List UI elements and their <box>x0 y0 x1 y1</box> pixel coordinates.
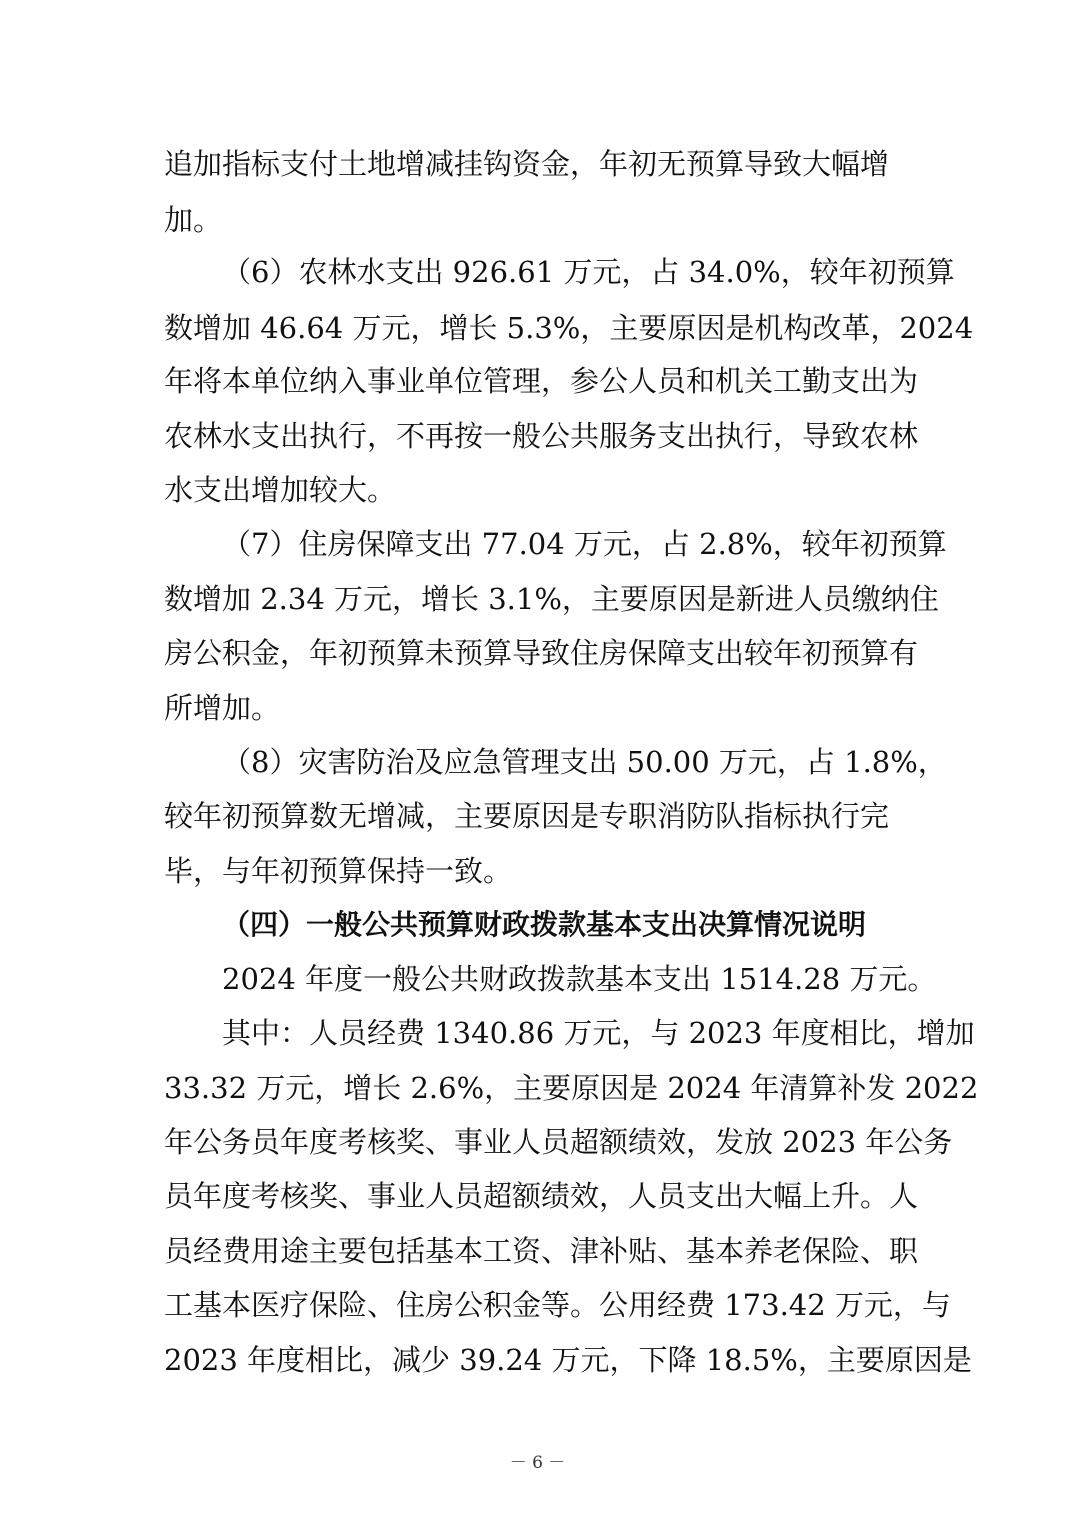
text-line: （6）农林水支出 926.61 万元，占 34.0%，较年初预算 <box>222 255 955 289</box>
text-line: 较年初预算数无增减，主要原因是专职消防队指标执行完 <box>164 799 890 833</box>
text-line: 数增加 46.64 万元，增长 5.3%，主要原因是机构改革，2024 <box>164 311 974 345</box>
section-heading: （四）一般公共预算财政拨款基本支出决算情况说明 <box>222 908 867 941</box>
text-line: 房公积金，年初预算未预算导致住房保障支出较年初预算有 <box>164 636 919 670</box>
text-line: （8）灾害防治及应急管理支出 50.00 万元，占 1.8%， <box>222 745 947 779</box>
text-line: 其中：人员经费 1340.86 万元，与 2023 年度相比，增加 <box>222 1016 975 1050</box>
text-line: 员年度考核奖、事业人员超额绩效，人员支出大幅上升。人 <box>164 1179 919 1213</box>
text-line: 2024 年度一般公共财政拨款基本支出 1514.28 万元。 <box>222 962 937 996</box>
text-line: 追加指标支付土地增减挂钩资金，年初无预算导致大幅增 <box>164 147 890 181</box>
page-number: － 6 － <box>509 1453 566 1473</box>
text-line: 数增加 2.34 万元，增长 3.1%，主要原因是新进人员缴纳住 <box>164 582 939 616</box>
text-line: （7）住房保障支出 77.04 万元，占 2.8%，较年初预算 <box>222 527 947 561</box>
text-line: 员经费用途主要包括基本工资、津补贴、基本养老保险、职 <box>164 1234 919 1268</box>
text-line: 年将本单位纳入事业单位管理，参公人员和机关工勤支出为 <box>164 364 919 398</box>
text-line: 33.32 万元，增长 2.6%，主要原因是 2024 年清算补发 2022 <box>164 1071 979 1105</box>
text-line: 毕，与年初预算保持一致。 <box>164 854 513 888</box>
text-line: 年公务员年度考核奖、事业人员超额绩效，发放 2023 年公务 <box>164 1125 953 1159</box>
text-line: 水支出增加较大。 <box>164 473 397 507</box>
text-line: 2023 年度相比，减少 39.24 万元，下降 18.5%，主要原因是 <box>164 1343 972 1377</box>
text-line: 加。 <box>164 203 223 237</box>
text-line: 所增加。 <box>164 691 281 725</box>
text-line: 工基本医疗保险、住房公积金等。公用经费 173.42 万元，与 <box>164 1288 951 1322</box>
text-line: 农林水支出执行，不再按一般公共服务支出执行，导致农林 <box>164 419 919 453</box>
